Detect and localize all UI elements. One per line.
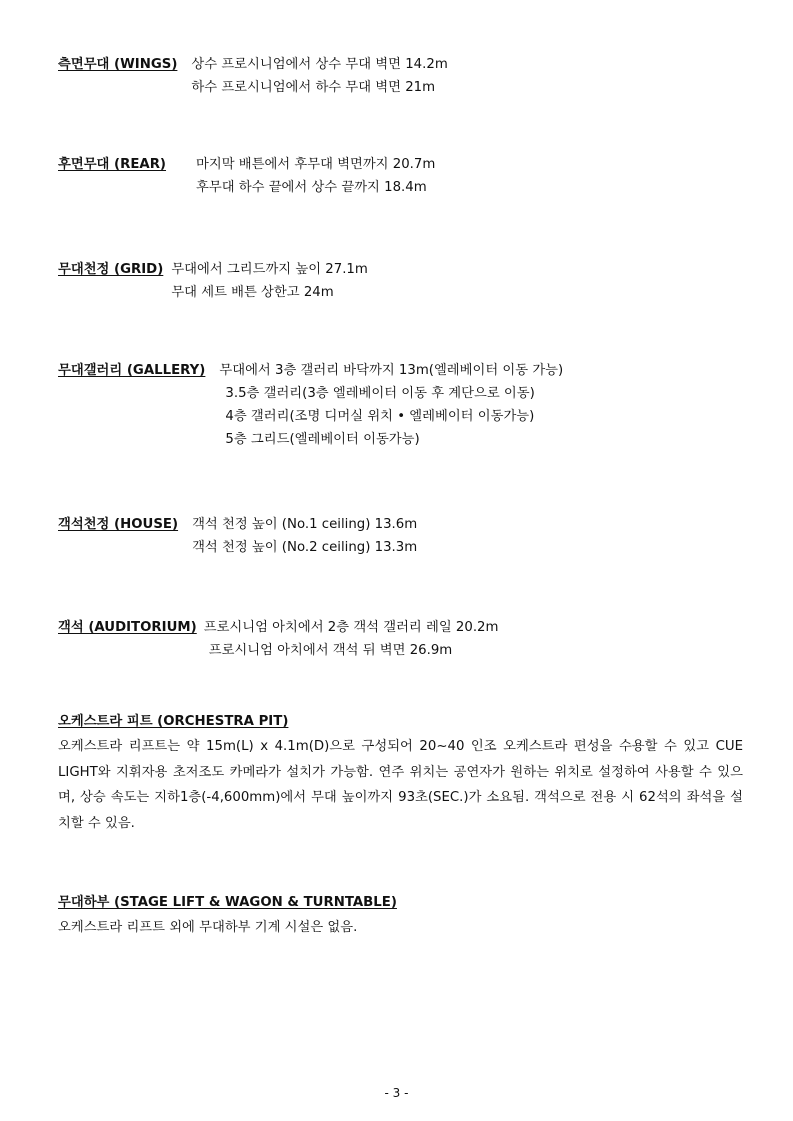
section-line: 객석 천정 높이 (No.1 ceiling) 13.6m [192, 517, 418, 532]
section-line: 3.5층 갤러리(3층 엘레베이터 이동 후 계단으로 이동) [225, 386, 535, 401]
section-house [58, 513, 743, 559]
section-rear [58, 153, 743, 199]
section-heading: 무대갤러리 (GALLERY) [58, 363, 206, 378]
section-wings [58, 53, 743, 99]
section-heading: 객석천정 (HOUSE) [58, 517, 179, 532]
section-paragraph: 오케스트라 리프트 외에 무대하부 기계 시설은 없음. [58, 920, 358, 935]
section-paragraph: 오케스트라 리프트는 약 15m(L) x 4.1m(D)으로 구성되어 20~40 인조 오케스트라 편성을 수용할 수 있고 CUE LIGHT와 지휘자용 초저조도 카메라가 설치가 가능함. 연주 위치는 공연자가 원하는 위치로 설정하여 사용할 수 있으며, 상승 속도는 지하1층(-4,600mm)에서 무대 높이까지 93초(SEC.)가 소요됨. 객석으로 전용 시 62석의 좌석을 설치할 수 있음. [58, 739, 743, 831]
section-line: 4층 갤러리(조명 디머실 위치 • 엘레베이터 이동가능) [225, 409, 535, 424]
section-grid [58, 258, 743, 304]
section-line: 객석 천정 높이 (No.2 ceiling) 13.3m [192, 540, 418, 555]
section-orchestra-pit [58, 710, 743, 836]
section-line: 무대에서 3층 갤러리 바닥까지 13m(엘레베이터 이동 가능) [219, 363, 564, 378]
section-line: 프로시니엄 아치에서 2층 객석 갤러리 레일 20.2m [203, 620, 499, 635]
section-stage-lift [58, 891, 743, 941]
section-heading: 측면무대 (WINGS) [58, 57, 178, 72]
section-heading: 무대천정 (GRID) [58, 262, 164, 277]
section-gallery [58, 359, 743, 451]
section-heading: 객석 (AUDITORIUM) [58, 620, 197, 635]
section-heading: 오케스트라 피트 (ORCHESTRA PIT) [58, 714, 289, 729]
section-line: 마지막 배튼에서 후무대 벽면까지 20.7m [196, 157, 436, 172]
section-line: 상수 프로시니엄에서 상수 무대 벽면 14.2m [191, 57, 448, 72]
section-line: 하수 프로시니엄에서 하수 무대 벽면 21m [191, 80, 436, 95]
page-number: - 3 - [384, 1086, 409, 1100]
section-line: 프로시니엄 아치에서 객석 뒤 벽면 26.9m [208, 643, 453, 658]
section-heading: 후면무대 (REAR) [58, 157, 167, 172]
section-line: 무대에서 그리드까지 높이 27.1m [171, 262, 368, 277]
section-auditorium [58, 616, 743, 662]
section-line: 후무대 하수 끝에서 상수 끝까지 18.4m [196, 180, 427, 195]
section-heading: 무대하부 (STAGE LIFT & WAGON & TURNTABLE) [58, 895, 397, 910]
section-line: 무대 세트 배튼 상한고 24m [171, 285, 334, 300]
section-line: 5층 그리드(엘레베이터 이동가능) [225, 432, 420, 447]
